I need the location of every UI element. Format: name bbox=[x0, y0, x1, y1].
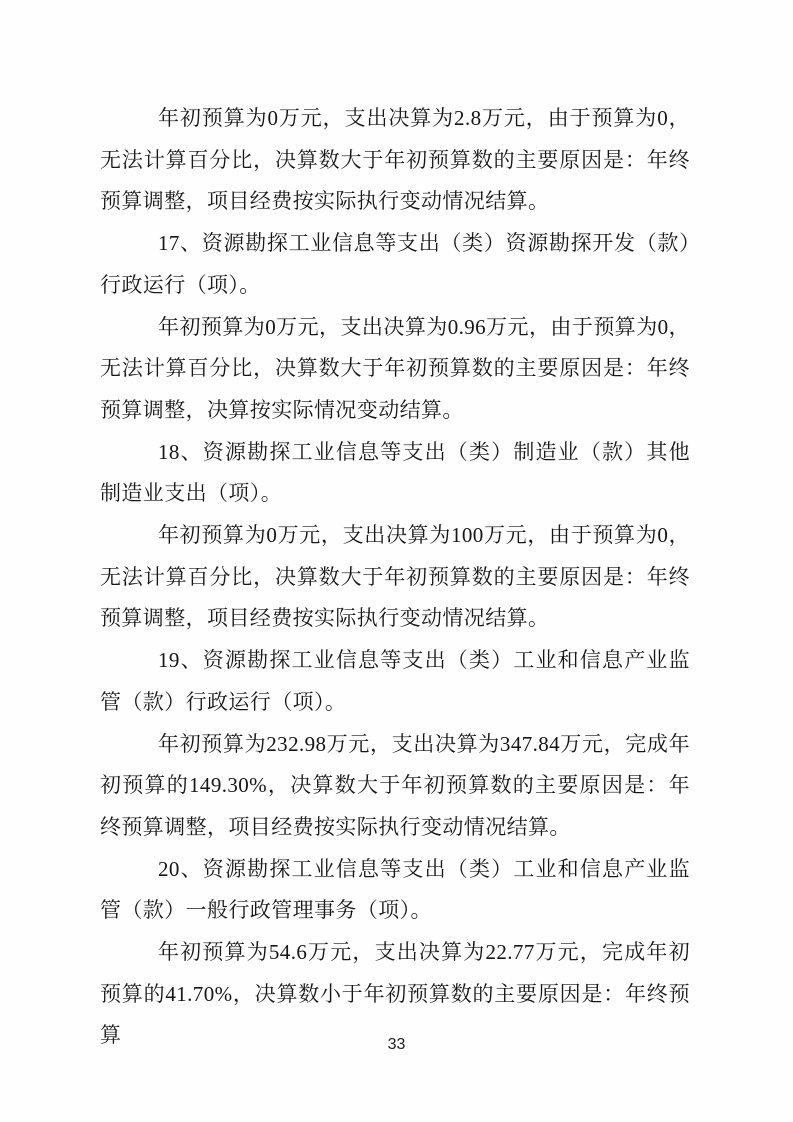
paragraph-item-17-detail: 年初预算为0万元，支出决算为0.96万元，由于预算为0，无法计算百分比，决算数大于年初预算数的主要原因是：年终预算调整，决算按实际情况变动结算。 bbox=[100, 314, 690, 422]
paragraph-item-20-heading: 20、资源勘探工业信息等支出（类）工业和信息产业监管（款）一般行政管理事务（项）。 bbox=[100, 856, 690, 923]
paragraph-item-17-heading: 17、资源勘探工业信息等支出（类）资源勘探开发（款）行政运行（项）。 bbox=[100, 231, 690, 297]
paragraph-item-18-detail: 年初预算为0万元，支出决算为100万元，由于预算为0，无法计算百分比，决算数大于年初预算数的主要原因是：年终预算调整，项目经费按实际执行变动情况结算。 bbox=[100, 523, 690, 631]
paragraph-item-19-heading: 19、资源勘探工业信息等支出（类）工业和信息产业监管（款）行政运行（项）。 bbox=[100, 648, 690, 714]
paragraph-item-19-detail: 年初预算为232.98万元，支出决算为347.84万元，完成年初预算的149.30%，决算数大于年初预算数的主要原因是：年终预算调整，项目经费按实际执行变动情况结算。 bbox=[100, 731, 690, 839]
page-number: 33 bbox=[387, 1036, 406, 1053]
paragraph-item-18-heading: 18、资源勘探工业信息等支出（类）制造业（款）其他制造业支出（项）。 bbox=[100, 439, 690, 506]
paragraph-budget-detail-16-cont: 年初预算为0万元，支出决算为2.8万元，由于预算为0，无法计算百分比，决算数大于年初预算数的主要原因是：年终预算调整，项目经费按实际执行变动情况结算。 bbox=[100, 106, 690, 214]
paragraph-item-20-detail: 年初预算为54.6万元，支出决算为22.77万元，完成年初预算的41.70%，决算数小于年初预算数的主要原因是：年终预算 bbox=[100, 940, 690, 1048]
document-body bbox=[100, 98, 690, 1057]
